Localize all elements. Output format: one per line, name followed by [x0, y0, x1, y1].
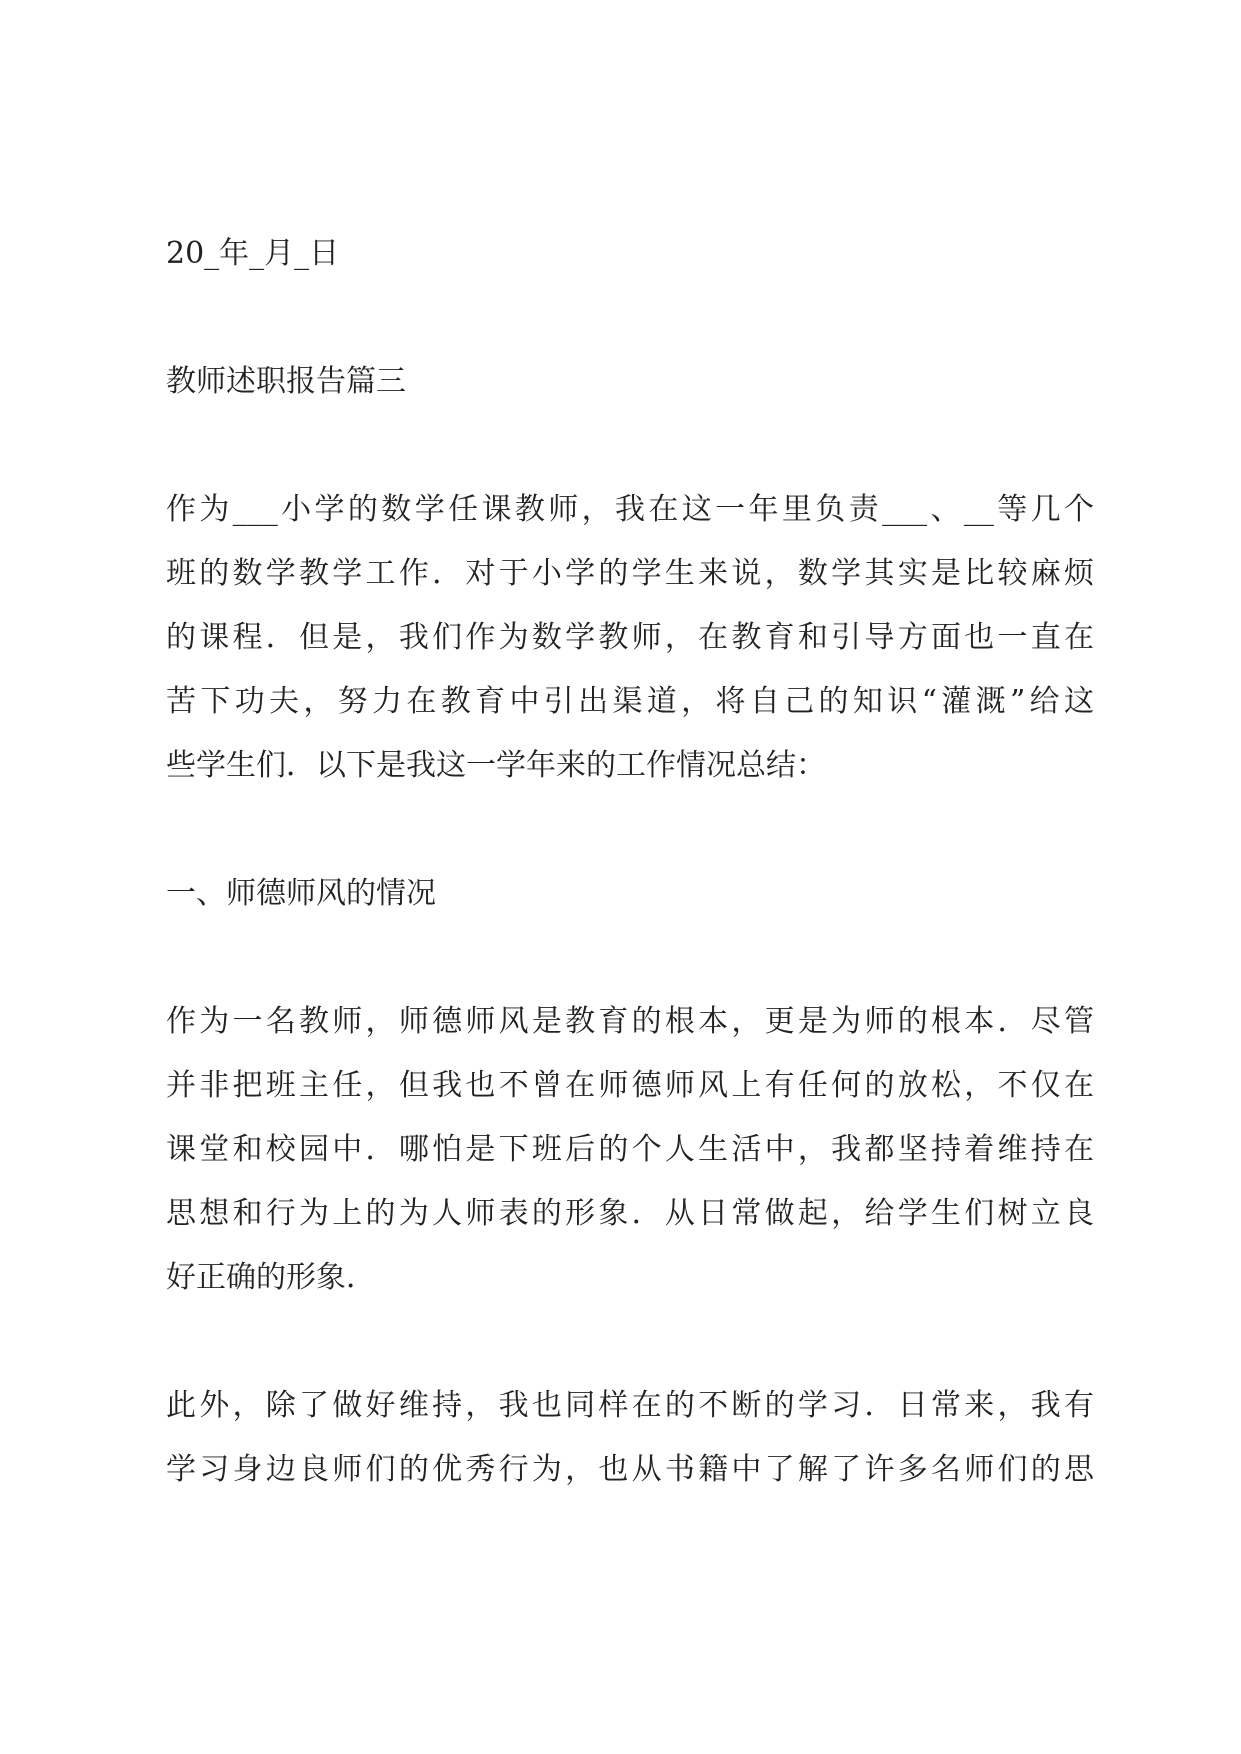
- paragraph-line: 些学生们．以下是我这一学年来的工作情况总结：: [166, 748, 826, 783]
- paragraph-line: 课堂和校园中．哪怕是下班后的个人生活中，我都坚持着维持在: [166, 1132, 1094, 1167]
- section-title: 一、师德师风的情况: [166, 876, 436, 911]
- paragraph-line: 并非把班主任，但我也不曾在师德师风上有任何的放松，不仅在: [166, 1068, 1094, 1103]
- spacer: [166, 286, 1094, 350]
- paragraph-line: 的课程．但是，我们作为数学教师，在教育和引导方面也一直在: [166, 620, 1094, 655]
- paragraph-line: 学习身边良师们的优秀行为，也从书籍中了解了许多名师们的思: [166, 1452, 1094, 1487]
- spacer: [166, 798, 1094, 862]
- learning-paragraph: [166, 1374, 1094, 1502]
- paragraph-line: 作为一名教师，师德师风是教育的根本，更是为师的根本．尽管: [166, 1004, 1094, 1039]
- intro-paragraph: [166, 478, 1094, 798]
- document-body: [166, 222, 1094, 1502]
- spacer: [166, 414, 1094, 478]
- spacer: [166, 926, 1094, 990]
- paragraph-line: 思想和行为上的为人师表的形象．从日常做起，给学生们树立良: [166, 1196, 1094, 1231]
- paragraph-line: 作为___小学的数学任课教师，我在这一年里负责___、__等几个: [166, 492, 1094, 527]
- paragraph-line: 班的数学教学工作．对于小学的学生来说，数学其实是比较麻烦: [166, 556, 1094, 591]
- paragraph-line: 此外，除了做好维持，我也同样在的不断的学习．日常来，我有: [166, 1388, 1094, 1423]
- spacer: [166, 1310, 1094, 1374]
- date-line: 20_年_月_日: [166, 236, 340, 271]
- paragraph-line: 好正确的形象．: [166, 1260, 376, 1295]
- report-heading: 教师述职报告篇三: [166, 364, 406, 399]
- paragraph-line: 苦下功夫，努力在教育中引出渠道，将自己的知识“灌溉”给这: [166, 684, 1094, 719]
- ethics-paragraph: [166, 990, 1094, 1310]
